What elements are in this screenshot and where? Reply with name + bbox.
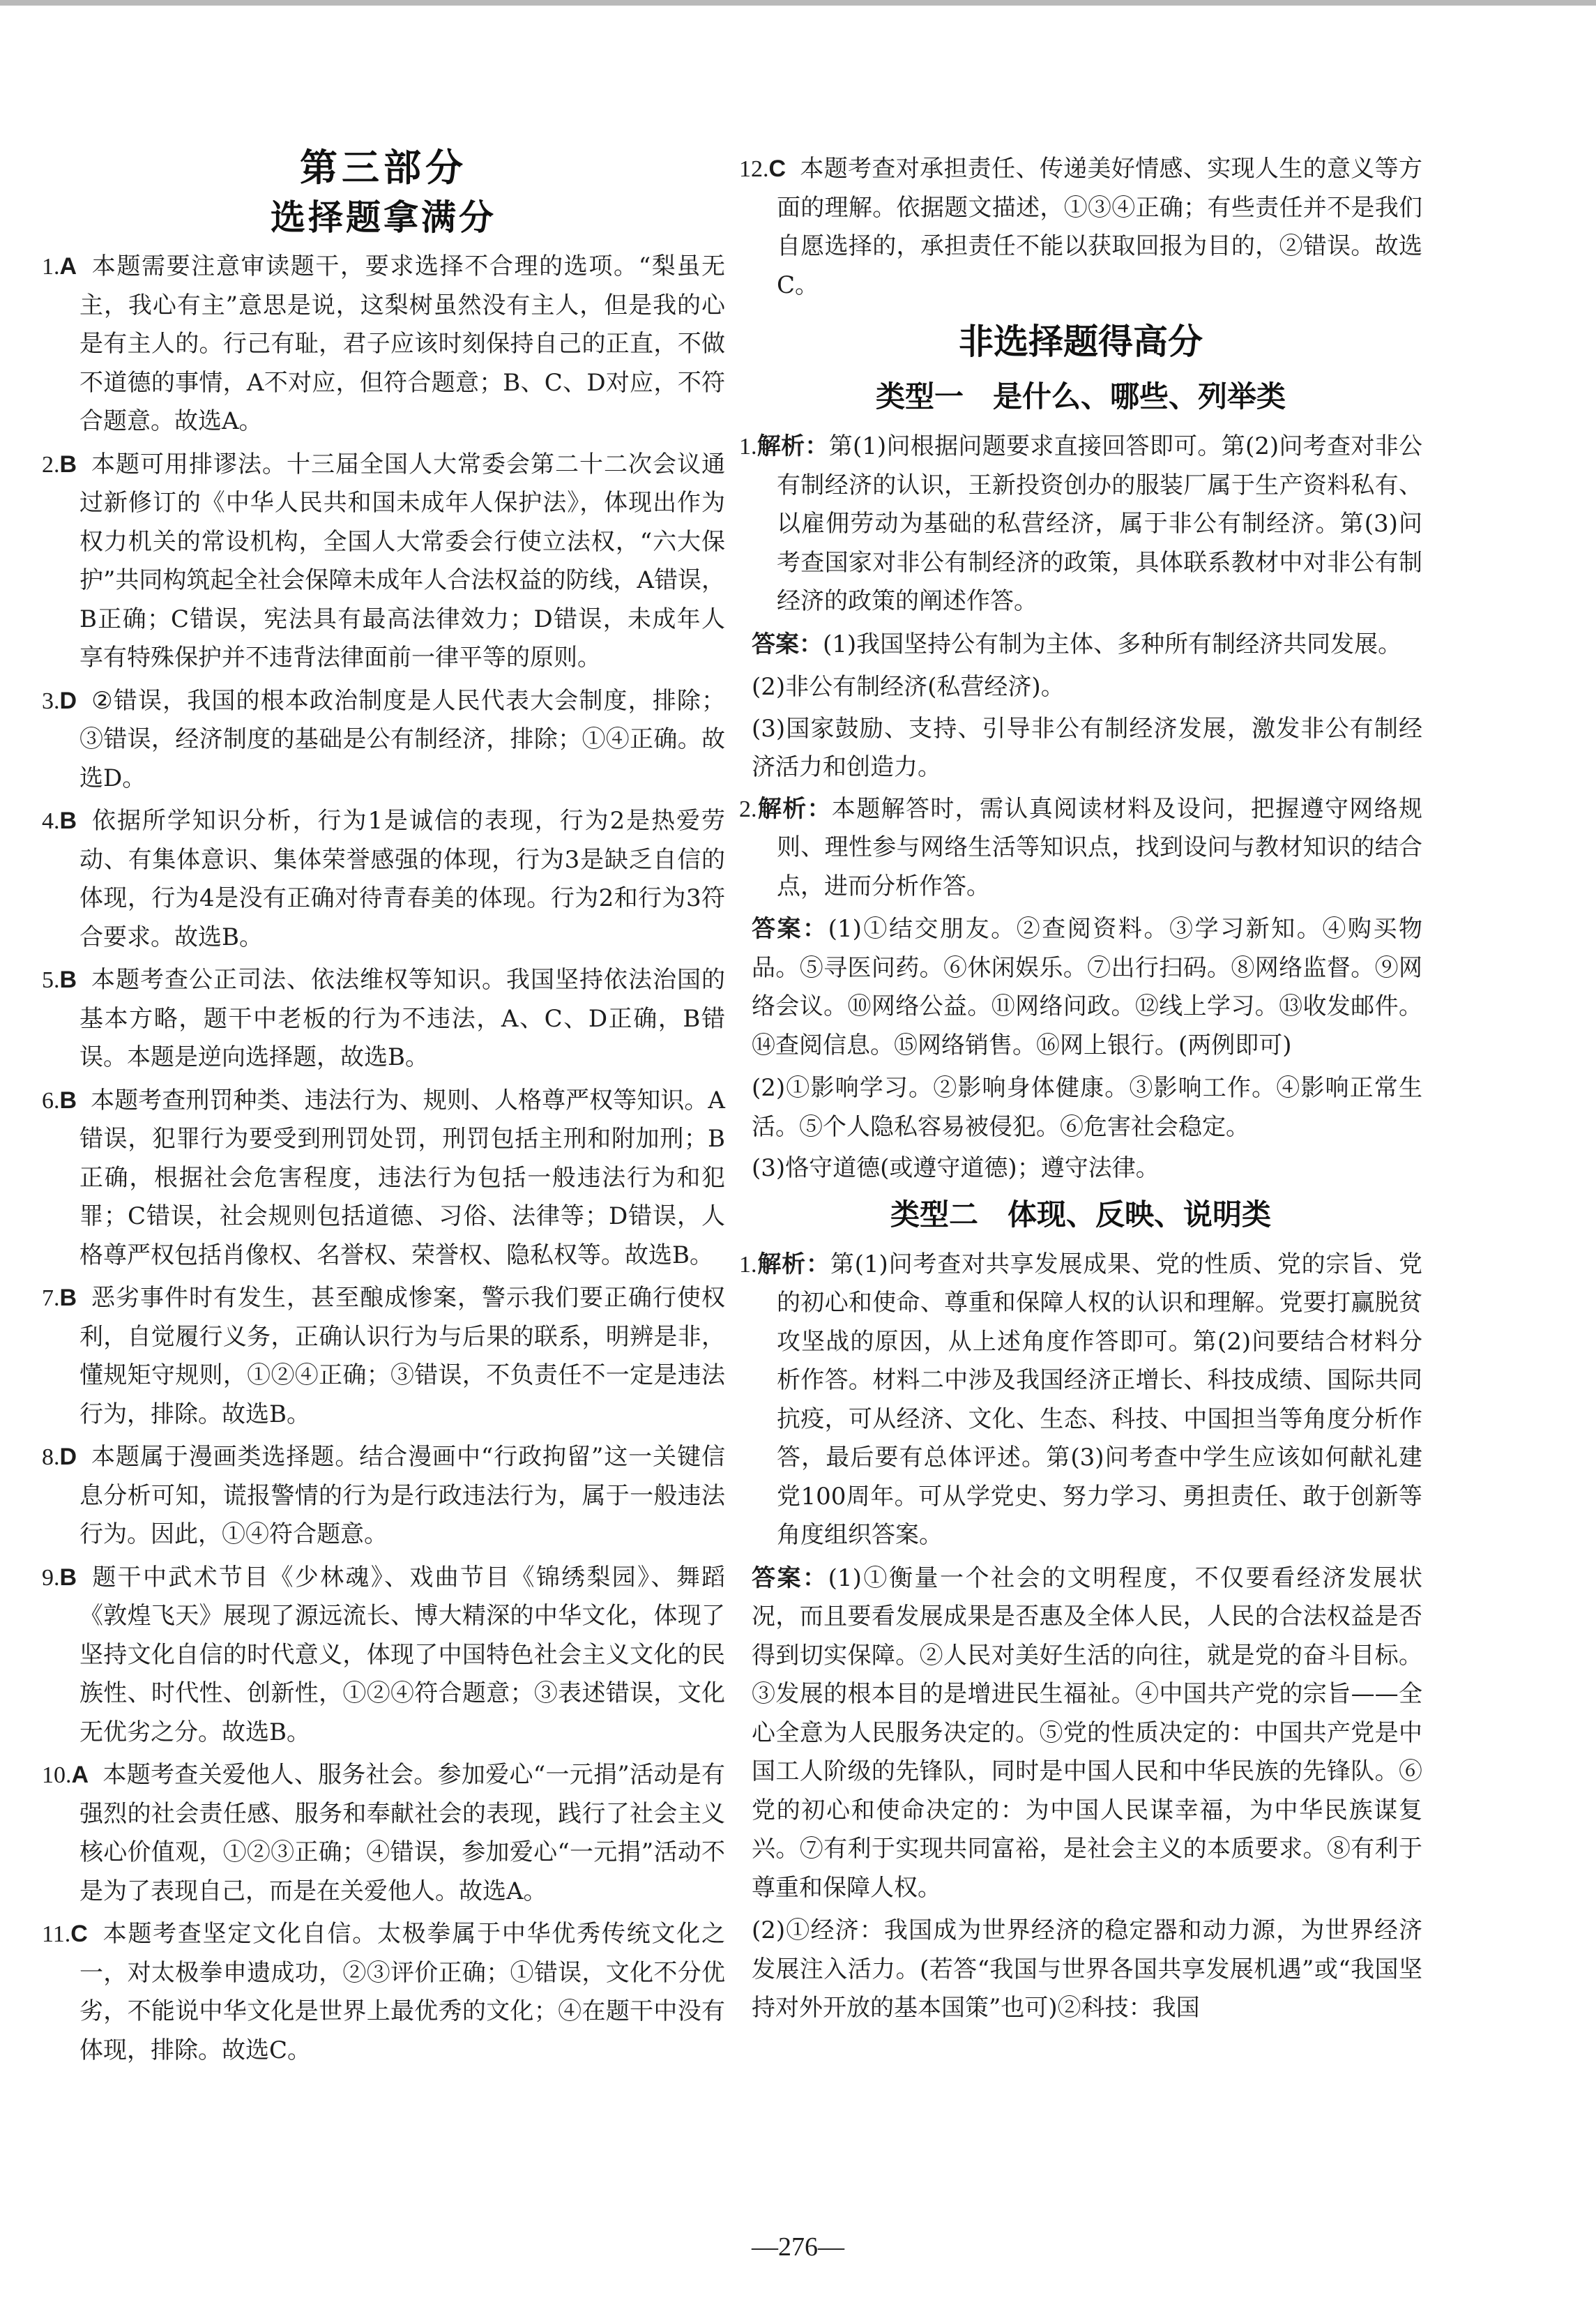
type1-q1-answer-3: (3)国家鼓励、支持、引导非公有制经济发展，激发非公有制经济活力和创造力。 xyxy=(752,714,1422,781)
type1-title: 类型一 是什么、哪些、列举类 xyxy=(875,379,1286,414)
type1-q2-answer-3: (3)恪守道德(或遵守道德)；遵守法律。 xyxy=(752,1154,1160,1182)
choice-item-8: 8.D 本题属于漫画类选择题。结合漫画中“行政拘留”这一关键信息分析可知，谎报警情的行为是行政违法行为，属于一般违法行为。因此，①④符合题意。 xyxy=(42,1443,725,1548)
type1-q1-answer-1: 答案：(1)我国坚持公有制为主体、多种所有制经济共同发展。 xyxy=(752,630,1402,658)
type1-q1-answer-2: (2)非公有制经济(私营经济)。 xyxy=(752,673,1065,701)
type1-q2-analysis: 2.解析：本题解答时，需认真阅读材料及设问，把握遵守网络规则、理性参与网络生活等知识点，找到设问与教材知识的结合点，进而分析作答。 xyxy=(739,794,1423,900)
type1-q1-analysis: 1.解析：第(1)问根据问题要求直接回答即可。第(2)问考查对非公有制经济的认识，王新投资创办的服装厂属于生产资料私有、以雇佣劳动为基础的私营经济，属于非公有制经济。第(3)问考查国家对非公有制经济的政策，具体联系教材中对非公有制经济的政策的阐述作答。 xyxy=(739,432,1423,615)
choice-item-1: 1.A 本题需要注意审读题干，要求选择不合理的选项。“梨虽无主，我心有主”意思是说，这梨树虽然没有主人，但是我的心是有主人的。行己有耻，君子应该时刻保持自己的正直，不做不道德的事情，A不对应，但符合题意；B、C、D对应，不符合题意。故选A。 xyxy=(42,252,725,435)
choice-item-9: 9.B 题干中武术节目《少林魂》、戏曲节目《锦绣梨园》、舞蹈《敦煌飞天》展现了源远流长、博大精深的中华文化，体现了坚持文化自信的时代意义，体现了中国特色社会主义文化的民族性、时代性、创新性，①②④符合题意；③表述错误，文化无优劣之分。故选B。 xyxy=(42,1563,725,1746)
nonchoice-title: 非选择题得高分 xyxy=(959,321,1203,362)
part-title: 第三部分 xyxy=(300,146,467,190)
left-column xyxy=(42,143,725,2074)
type2-q1-analysis: 1.解析：第(1)问考查对共享发展成果、党的性质、党的宗旨、党的初心和使命、尊重和保障人权的认识和理解。党要打赢脱贫攻坚战的原因，从上述角度作答即可。第(2)问要结合材料分析作答。材料二中涉及我国经济正增长、科技成绩、国际共同抗疫，可从经济、文化、生态、科技、中国担当等角度分析作答，最后要有总体评述。第(3)问考查中学生应该如何献礼建党100周年。可从学党史、努力学习、勇担责任、敢于创新等角度组织答案。 xyxy=(739,1250,1422,1549)
top-border xyxy=(0,0,1596,6)
page-number: —276— xyxy=(752,2232,844,2262)
type2-title: 类型二 体现、反映、说明类 xyxy=(890,1197,1271,1232)
right-column xyxy=(739,150,1422,2031)
choice-item-11: 11.C 本题考查坚定文化自信。太极拳属于中华优秀传统文化之一，对太极拳申遗成功，②③评价正确；①错误，文化不分优劣，不能说中华文化是世界上最优秀的文化；④在题干中没有体现，排除。故选C。 xyxy=(42,1920,725,2064)
choice-item-3: 3.D ②错误，我国的根本政治制度是人民代表大会制度，排除；③错误，经济制度的基础是公有制经济，排除；①④正确。故选D。 xyxy=(42,686,725,792)
choice-item-4: 4.B 依据所学知识分析，行为1是诚信的表现，行为2是热爱劳动、有集体意识、集体荣誉感强的体现，行为3是缺乏自信的体现，行为4是没有正确对待青春美的体现。行为2和行为3符合要求。故选B。 xyxy=(42,807,725,951)
choice-item-7: 7.B 恶劣事件时有发生，甚至酿成惨案，警示我们要正确行使权利，自觉履行义务，正确认识行为与后果的联系，明辨是非，懂规矩守规则，①②④正确；③错误，不负责任不一定是违法行为，排除。故选B。 xyxy=(42,1284,725,1428)
type1-q2-answer-2: (2)①影响学习。②影响身体健康。③影响工作。④影响正常生活。⑤个人隐私容易被侵犯。⑥危害社会稳定。 xyxy=(752,1074,1422,1141)
choice-item-6: 6.B 本题考查刑罚种类、违法行为、规则、人格尊严权等知识。A错误，犯罪行为要受到刑罚处罚，刑罚包括主刑和附加刑；B正确，根据社会危害程度，违法行为包括一般违法行为和犯罪；C错误，社会规则包括道德、习俗、法律等；D错误，人格尊严权包括肖像权、名誉权、荣誉权、隐私权等。故选B。 xyxy=(42,1086,725,1269)
type2-q1-answer-1: 答案：(1)①衡量一个社会的文明程度，不仅要看经济发展状况，而且要看发展成果是否惠及全体人民，人民的合法权益是否得到切实保障。②人民对美好生活的向往，就是党的奋斗目标。③发展的根本目的是增进民生福祉。④中国共产党的宗旨——全心全意为人民服务决定的。⑤党的性质决定的：中国共产党是中国工人阶级的先锋队，同时是中国人民和中华民族的先锋队。⑥党的初心和使命决定的：为中国人民谋幸福，为中华民族谋复兴。⑦有利于实现共同富裕，是社会主义的本质要求。⑧有利于尊重和保障人权。 xyxy=(752,1564,1423,1902)
type2-q1-answer-2: (2)①经济：我国成为世界经济的稳定器和动力源，为世界经济发展注入活力。(若答“我国与世界各国共享发展机遇”或“我国坚持对外开放的基本国策”也可)②科技：我国 xyxy=(752,1916,1422,2022)
choice-item-5: 5.B 本题考查公正司法、依法维权等知识。我国坚持依法治国的基本方略，题干中老板的行为不违法，A、C、D正确，B错误。本题是逆向选择题，故选B。 xyxy=(42,966,725,1071)
choice-item-10: 10.A 本题考查关爱他人、服务社会。参加爱心“一元捐”活动是有强烈的社会责任感、服务和奉献社会的表现，践行了社会主义核心价值观，①②③正确；④错误，参加爱心“一元捐”活动不是为了表现自己，而是在关爱他人。故选A。 xyxy=(42,1761,725,1905)
choice-item-12: 12.C 本题考查对承担责任、传递美好情感、实现人生的意义等方面的理解。依据题文描述，①③④正确；有些责任并不是我们自愿选择的，承担责任不能以获取回报为目的，②错误。故选C。 xyxy=(739,155,1422,299)
part-subtitle: 选择题拿满分 xyxy=(271,197,496,238)
choice-item-2: 2.B 本题可用排谬法。十三届全国人大常委会第二十二次会议通过新修订的《中华人民共和国未成年人保护法》，体现出作为权力机关的常设机构，全国人大常委会行使立法权，“六大保护”共同构筑起全社会保障未成年人合法权益的防线，A错误，B正确；C错误，宪法具有最高法律效力；D错误，未成年人享有特殊保护并不违背法律面前一律平等的原则。 xyxy=(42,450,725,672)
type1-q2-answer-1: 答案：(1)①结交朋友。②查阅资料。③学习新知。④购买物品。⑤寻医问药。⑥休闲娱乐。⑦出行扫码。⑧网络监督。⑨网络会议。⑩网络公益。⑪网络问政。⑫线上学习。⑬收发邮件。⑭查阅信息。⑮网络销售。⑯网上银行。(两例即可) xyxy=(752,915,1423,1059)
